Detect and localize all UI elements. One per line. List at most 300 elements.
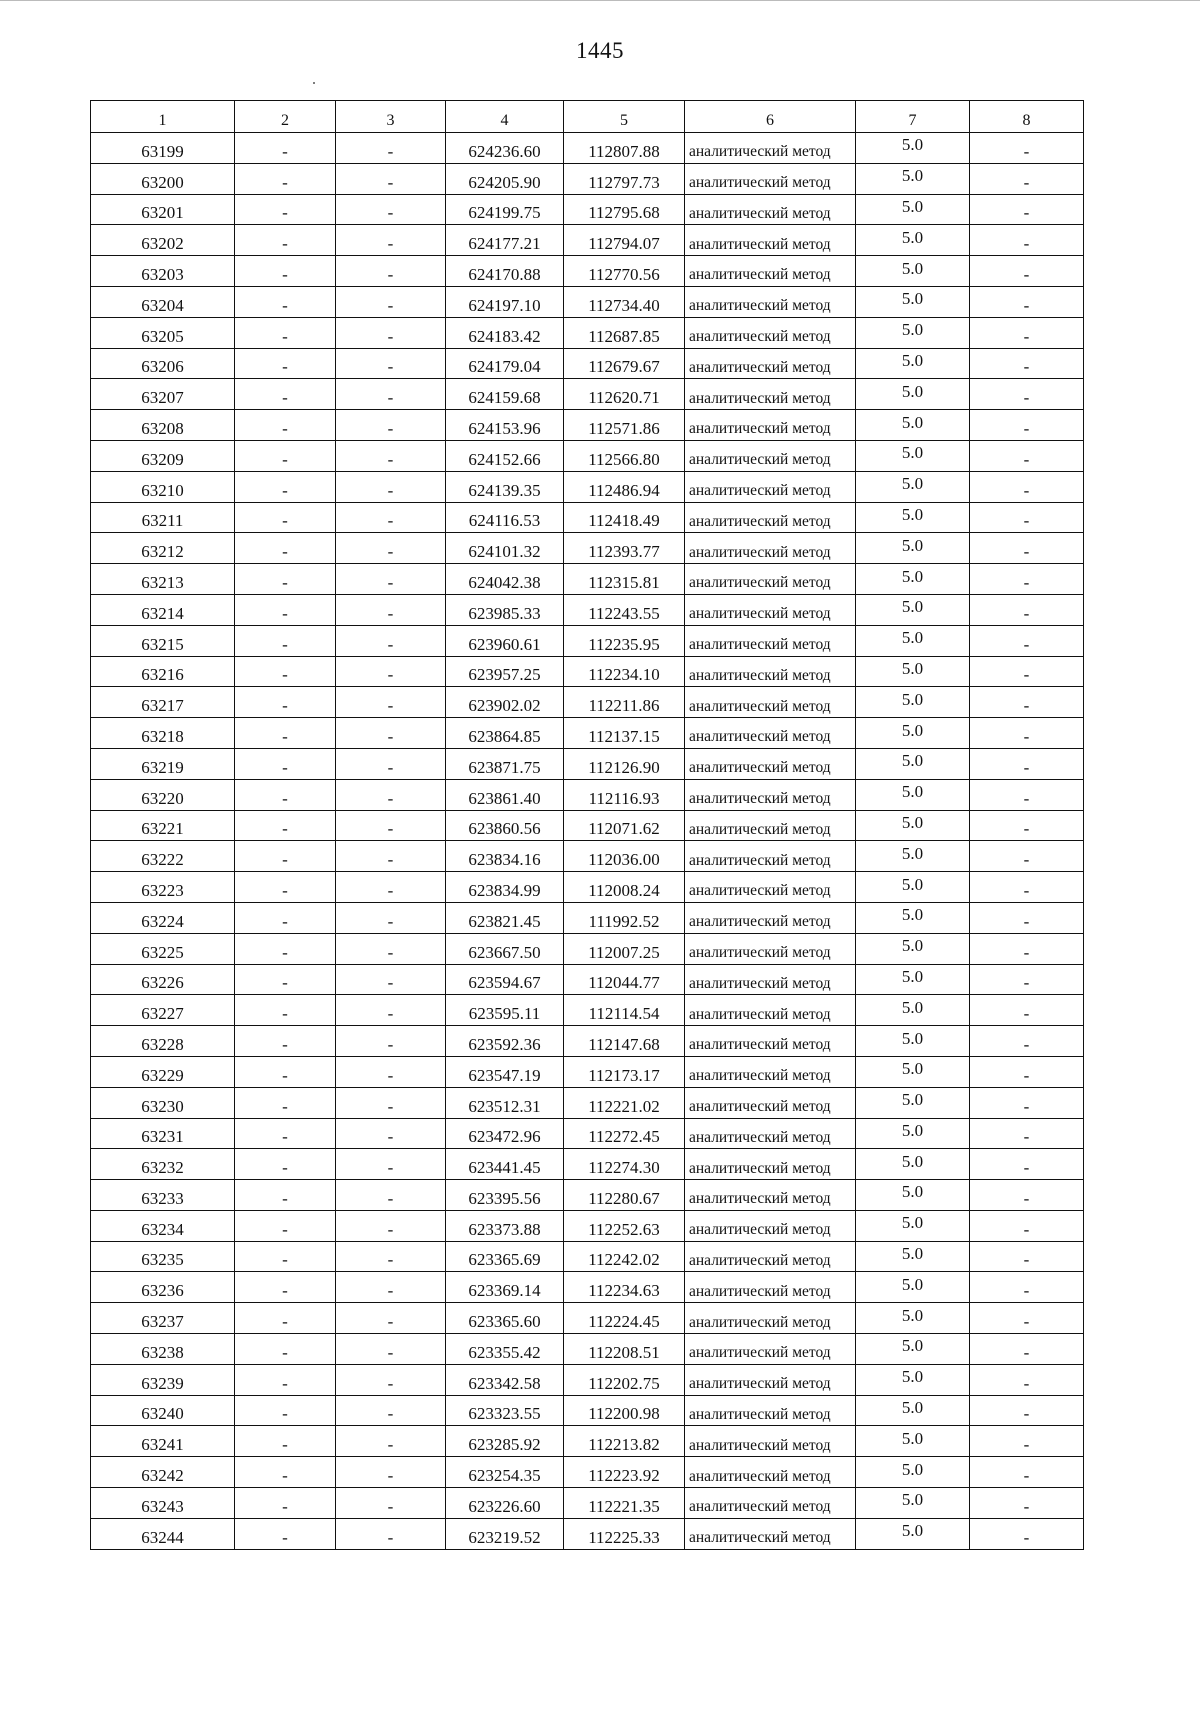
cell-method: аналитический метод	[685, 564, 856, 595]
cell-method: аналитический метод	[685, 841, 856, 872]
cell-coord-x: 624179.04	[446, 348, 564, 379]
coordinates-table	[90, 100, 1084, 1550]
table-row	[91, 317, 1084, 348]
cell-col-8: -	[970, 1210, 1084, 1241]
cell-point-number: 63223	[91, 872, 235, 903]
cell-col-8: -	[970, 533, 1084, 564]
cell-method: аналитический метод	[685, 718, 856, 749]
cell-col-8: -	[970, 1334, 1084, 1365]
cell-col-3: -	[336, 1518, 446, 1549]
cell-coord-x: 623834.99	[446, 872, 564, 903]
cell-col-3: -	[336, 286, 446, 317]
table-row	[91, 1210, 1084, 1241]
cell-col-2: -	[235, 379, 336, 410]
cell-accuracy: 5.0	[856, 1241, 970, 1272]
cell-method: аналитический метод	[685, 1056, 856, 1087]
cell-coord-x: 623960.61	[446, 625, 564, 656]
cell-accuracy: 5.0	[856, 410, 970, 441]
cell-col-3: -	[336, 1395, 446, 1426]
cell-col-8: -	[970, 810, 1084, 841]
cell-col-2: -	[235, 594, 336, 625]
cell-coord-y: 112571.86	[564, 410, 685, 441]
cell-coord-y: 112280.67	[564, 1180, 685, 1211]
cell-col-8: -	[970, 564, 1084, 595]
cell-col-3: -	[336, 995, 446, 1026]
cell-method: аналитический метод	[685, 1241, 856, 1272]
cell-accuracy: 5.0	[856, 194, 970, 225]
cell-coord-y: 112114.54	[564, 995, 685, 1026]
cell-accuracy: 5.0	[856, 1118, 970, 1149]
cell-coord-y: 112794.07	[564, 225, 685, 256]
cell-point-number: 63204	[91, 286, 235, 317]
cell-col-8: -	[970, 841, 1084, 872]
cell-accuracy: 5.0	[856, 286, 970, 317]
cell-col-3: -	[336, 964, 446, 995]
cell-col-2: -	[235, 348, 336, 379]
cell-coord-y: 112126.90	[564, 748, 685, 779]
cell-col-8: -	[970, 1056, 1084, 1087]
cell-col-8: -	[970, 1488, 1084, 1519]
cell-coord-x: 623342.58	[446, 1364, 564, 1395]
cell-point-number: 63241	[91, 1426, 235, 1457]
cell-accuracy: 5.0	[856, 718, 970, 749]
cell-point-number: 63222	[91, 841, 235, 872]
cell-col-8: -	[970, 1149, 1084, 1180]
cell-col-3: -	[336, 748, 446, 779]
cell-accuracy: 5.0	[856, 933, 970, 964]
cell-coord-x: 623821.45	[446, 902, 564, 933]
cell-col-3: -	[336, 133, 446, 164]
cell-coord-x: 623860.56	[446, 810, 564, 841]
cell-coord-y: 112200.98	[564, 1395, 685, 1426]
header-col-8: 8	[970, 101, 1084, 133]
cell-col-2: -	[235, 1056, 336, 1087]
cell-col-2: -	[235, 1026, 336, 1057]
cell-coord-x: 624042.38	[446, 564, 564, 595]
cell-point-number: 63200	[91, 163, 235, 194]
cell-point-number: 63208	[91, 410, 235, 441]
table-row	[91, 779, 1084, 810]
cell-col-8: -	[970, 1364, 1084, 1395]
cell-coord-y: 112418.49	[564, 502, 685, 533]
table-row	[91, 379, 1084, 410]
cell-col-3: -	[336, 502, 446, 533]
cell-method: аналитический метод	[685, 1518, 856, 1549]
header-col-1: 1	[91, 101, 235, 133]
cell-col-2: -	[235, 810, 336, 841]
cell-point-number: 63235	[91, 1241, 235, 1272]
cell-method: аналитический метод	[685, 225, 856, 256]
cell-col-8: -	[970, 1457, 1084, 1488]
cell-coord-y: 112734.40	[564, 286, 685, 317]
cell-col-8: -	[970, 687, 1084, 718]
cell-method: аналитический метод	[685, 163, 856, 194]
cell-col-3: -	[336, 533, 446, 564]
cell-col-3: -	[336, 1180, 446, 1211]
cell-col-2: -	[235, 1303, 336, 1334]
table-row	[91, 502, 1084, 533]
cell-accuracy: 5.0	[856, 1180, 970, 1211]
cell-col-3: -	[336, 687, 446, 718]
cell-coord-x: 623365.60	[446, 1303, 564, 1334]
cell-accuracy: 5.0	[856, 1026, 970, 1057]
cell-col-3: -	[336, 1364, 446, 1395]
table-body	[91, 133, 1084, 1550]
cell-method: аналитический метод	[685, 533, 856, 564]
cell-col-3: -	[336, 1056, 446, 1087]
cell-coord-y: 112393.77	[564, 533, 685, 564]
cell-coord-y: 112137.15	[564, 718, 685, 749]
table-row	[91, 286, 1084, 317]
cell-accuracy: 5.0	[856, 902, 970, 933]
cell-col-3: -	[336, 594, 446, 625]
cell-method: аналитический метод	[685, 1364, 856, 1395]
cell-method: аналитический метод	[685, 995, 856, 1026]
cell-method: аналитический метод	[685, 317, 856, 348]
cell-col-2: -	[235, 1210, 336, 1241]
header-col-4: 4	[446, 101, 564, 133]
cell-point-number: 63234	[91, 1210, 235, 1241]
cell-col-2: -	[235, 256, 336, 287]
cell-coord-y: 112234.63	[564, 1272, 685, 1303]
cell-coord-x: 623594.67	[446, 964, 564, 995]
cell-point-number: 63220	[91, 779, 235, 810]
cell-point-number: 63218	[91, 718, 235, 749]
cell-method: аналитический метод	[685, 194, 856, 225]
cell-col-2: -	[235, 1334, 336, 1365]
cell-col-2: -	[235, 1118, 336, 1149]
cell-col-2: -	[235, 1488, 336, 1519]
header-col-2: 2	[235, 101, 336, 133]
cell-col-8: -	[970, 718, 1084, 749]
cell-point-number: 63227	[91, 995, 235, 1026]
cell-col-3: -	[336, 1118, 446, 1149]
cell-col-2: -	[235, 317, 336, 348]
table-row	[91, 964, 1084, 995]
table-row	[91, 564, 1084, 595]
cell-col-3: -	[336, 225, 446, 256]
cell-method: аналитический метод	[685, 1457, 856, 1488]
table-row	[91, 1272, 1084, 1303]
cell-coord-y: 112620.71	[564, 379, 685, 410]
cell-accuracy: 5.0	[856, 872, 970, 903]
cell-col-8: -	[970, 410, 1084, 441]
cell-coord-x: 623834.16	[446, 841, 564, 872]
cell-col-2: -	[235, 286, 336, 317]
table-row	[91, 1395, 1084, 1426]
cell-col-8: -	[970, 594, 1084, 625]
table-row	[91, 410, 1084, 441]
cell-col-2: -	[235, 410, 336, 441]
cell-coord-y: 112044.77	[564, 964, 685, 995]
cell-point-number: 63210	[91, 471, 235, 502]
cell-coord-x: 623595.11	[446, 995, 564, 1026]
cell-method: аналитический метод	[685, 133, 856, 164]
cell-method: аналитический метод	[685, 964, 856, 995]
scan-speck	[313, 82, 315, 84]
cell-coord-x: 623285.92	[446, 1426, 564, 1457]
cell-point-number: 63206	[91, 348, 235, 379]
table-row	[91, 1026, 1084, 1057]
cell-method: аналитический метод	[685, 1488, 856, 1519]
cell-accuracy: 5.0	[856, 1426, 970, 1457]
cell-col-8: -	[970, 995, 1084, 1026]
cell-accuracy: 5.0	[856, 317, 970, 348]
cell-coord-y: 112807.88	[564, 133, 685, 164]
cell-coord-y: 112242.02	[564, 1241, 685, 1272]
cell-col-2: -	[235, 1364, 336, 1395]
table-row	[91, 872, 1084, 903]
cell-accuracy: 5.0	[856, 1518, 970, 1549]
cell-point-number: 63240	[91, 1395, 235, 1426]
table-row	[91, 995, 1084, 1026]
table-row	[91, 194, 1084, 225]
table-header	[91, 101, 1084, 133]
cell-coord-x: 623864.85	[446, 718, 564, 749]
cell-point-number: 63219	[91, 748, 235, 779]
cell-col-8: -	[970, 964, 1084, 995]
cell-col-2: -	[235, 1457, 336, 1488]
cell-col-3: -	[336, 625, 446, 656]
cell-point-number: 63211	[91, 502, 235, 533]
cell-method: аналитический метод	[685, 1272, 856, 1303]
cell-col-2: -	[235, 471, 336, 502]
table-row	[91, 1426, 1084, 1457]
cell-coord-y: 112272.45	[564, 1118, 685, 1149]
cell-coord-y: 112036.00	[564, 841, 685, 872]
cell-method: аналитический метод	[685, 471, 856, 502]
cell-accuracy: 5.0	[856, 1334, 970, 1365]
cell-coord-x: 623667.50	[446, 933, 564, 964]
cell-col-3: -	[336, 379, 446, 410]
cell-method: аналитический метод	[685, 502, 856, 533]
cell-col-3: -	[336, 256, 446, 287]
cell-coord-x: 624153.96	[446, 410, 564, 441]
cell-point-number: 63216	[91, 656, 235, 687]
cell-accuracy: 5.0	[856, 687, 970, 718]
cell-col-3: -	[336, 1026, 446, 1057]
cell-method: аналитический метод	[685, 656, 856, 687]
cell-coord-y: 112795.68	[564, 194, 685, 225]
cell-col-8: -	[970, 1180, 1084, 1211]
cell-accuracy: 5.0	[856, 1488, 970, 1519]
cell-accuracy: 5.0	[856, 348, 970, 379]
cell-coord-y: 112486.94	[564, 471, 685, 502]
cell-point-number: 63239	[91, 1364, 235, 1395]
cell-coord-y: 111992.52	[564, 902, 685, 933]
cell-col-3: -	[336, 194, 446, 225]
cell-coord-x: 623902.02	[446, 687, 564, 718]
cell-coord-x: 623957.25	[446, 656, 564, 687]
cell-point-number: 63233	[91, 1180, 235, 1211]
cell-col-8: -	[970, 440, 1084, 471]
table-row	[91, 163, 1084, 194]
cell-col-3: -	[336, 1457, 446, 1488]
cell-coord-x: 623395.56	[446, 1180, 564, 1211]
cell-col-2: -	[235, 933, 336, 964]
cell-col-8: -	[970, 1518, 1084, 1549]
cell-col-8: -	[970, 625, 1084, 656]
table-row	[91, 1457, 1084, 1488]
cell-col-2: -	[235, 718, 336, 749]
cell-point-number: 63230	[91, 1087, 235, 1118]
cell-point-number: 63199	[91, 133, 235, 164]
cell-coord-y: 112147.68	[564, 1026, 685, 1057]
table-row	[91, 810, 1084, 841]
cell-col-8: -	[970, 872, 1084, 903]
cell-point-number: 63224	[91, 902, 235, 933]
cell-accuracy: 5.0	[856, 779, 970, 810]
cell-method: аналитический метод	[685, 348, 856, 379]
cell-col-2: -	[235, 502, 336, 533]
cell-col-2: -	[235, 1149, 336, 1180]
cell-accuracy: 5.0	[856, 163, 970, 194]
cell-coord-x: 623355.42	[446, 1334, 564, 1365]
cell-col-2: -	[235, 225, 336, 256]
cell-accuracy: 5.0	[856, 1272, 970, 1303]
cell-method: аналитический метод	[685, 872, 856, 903]
cell-point-number: 63214	[91, 594, 235, 625]
cell-method: аналитический метод	[685, 410, 856, 441]
cell-col-8: -	[970, 748, 1084, 779]
cell-coord-x: 623547.19	[446, 1056, 564, 1087]
cell-method: аналитический метод	[685, 933, 856, 964]
cell-col-3: -	[336, 656, 446, 687]
cell-method: аналитический метод	[685, 379, 856, 410]
cell-col-3: -	[336, 810, 446, 841]
cell-col-3: -	[336, 1210, 446, 1241]
table-row	[91, 718, 1084, 749]
cell-accuracy: 5.0	[856, 1210, 970, 1241]
cell-coord-y: 112797.73	[564, 163, 685, 194]
cell-accuracy: 5.0	[856, 1149, 970, 1180]
cell-accuracy: 5.0	[856, 1303, 970, 1334]
cell-method: аналитический метод	[685, 594, 856, 625]
cell-coord-x: 624170.88	[446, 256, 564, 287]
cell-col-2: -	[235, 687, 336, 718]
cell-coord-x: 623512.31	[446, 1087, 564, 1118]
cell-coord-x: 623592.36	[446, 1026, 564, 1057]
cell-coord-y: 112566.80	[564, 440, 685, 471]
cell-method: аналитический метод	[685, 286, 856, 317]
cell-method: аналитический метод	[685, 748, 856, 779]
cell-col-8: -	[970, 256, 1084, 287]
table-row	[91, 748, 1084, 779]
cell-col-2: -	[235, 533, 336, 564]
table-row	[91, 1241, 1084, 1272]
cell-method: аналитический метод	[685, 1149, 856, 1180]
cell-point-number: 63243	[91, 1488, 235, 1519]
cell-point-number: 63236	[91, 1272, 235, 1303]
cell-col-3: -	[336, 841, 446, 872]
cell-point-number: 63238	[91, 1334, 235, 1365]
scan-top-edge	[0, 0, 1200, 1]
cell-coord-x: 623441.45	[446, 1149, 564, 1180]
cell-col-3: -	[336, 872, 446, 903]
cell-accuracy: 5.0	[856, 533, 970, 564]
cell-point-number: 63244	[91, 1518, 235, 1549]
cell-method: аналитический метод	[685, 1334, 856, 1365]
header-col-6: 6	[685, 101, 856, 133]
cell-accuracy: 5.0	[856, 594, 970, 625]
cell-method: аналитический метод	[685, 1395, 856, 1426]
cell-method: аналитический метод	[685, 779, 856, 810]
cell-coord-y: 112770.56	[564, 256, 685, 287]
table-row	[91, 533, 1084, 564]
cell-coord-x: 623365.69	[446, 1241, 564, 1272]
cell-coord-x: 623373.88	[446, 1210, 564, 1241]
cell-coord-x: 624159.68	[446, 379, 564, 410]
cell-point-number: 63205	[91, 317, 235, 348]
cell-coord-x: 624139.35	[446, 471, 564, 502]
table-row	[91, 687, 1084, 718]
cell-accuracy: 5.0	[856, 1056, 970, 1087]
cell-coord-y: 112252.63	[564, 1210, 685, 1241]
cell-col-3: -	[336, 1303, 446, 1334]
table-row	[91, 1364, 1084, 1395]
cell-col-8: -	[970, 1026, 1084, 1057]
table-row	[91, 348, 1084, 379]
cell-method: аналитический метод	[685, 1303, 856, 1334]
table-row	[91, 471, 1084, 502]
cell-point-number: 63221	[91, 810, 235, 841]
cell-accuracy: 5.0	[856, 995, 970, 1026]
cell-coord-x: 623254.35	[446, 1457, 564, 1488]
cell-method: аналитический метод	[685, 1087, 856, 1118]
cell-point-number: 63203	[91, 256, 235, 287]
cell-accuracy: 5.0	[856, 440, 970, 471]
cell-coord-y: 112007.25	[564, 933, 685, 964]
cell-method: аналитический метод	[685, 1026, 856, 1057]
header-col-7: 7	[856, 101, 970, 133]
cell-col-3: -	[336, 440, 446, 471]
cell-method: аналитический метод	[685, 256, 856, 287]
cell-col-3: -	[336, 1334, 446, 1365]
cell-point-number: 63228	[91, 1026, 235, 1057]
cell-accuracy: 5.0	[856, 1457, 970, 1488]
cell-col-8: -	[970, 1395, 1084, 1426]
cell-coord-y: 112234.10	[564, 656, 685, 687]
cell-point-number: 63212	[91, 533, 235, 564]
cell-coord-x: 624116.53	[446, 502, 564, 533]
cell-col-3: -	[336, 317, 446, 348]
cell-accuracy: 5.0	[856, 810, 970, 841]
cell-col-8: -	[970, 1272, 1084, 1303]
cell-accuracy: 5.0	[856, 471, 970, 502]
table-row	[91, 1518, 1084, 1549]
cell-col-3: -	[336, 348, 446, 379]
cell-coord-x: 624152.66	[446, 440, 564, 471]
cell-method: аналитический метод	[685, 625, 856, 656]
header-col-3: 3	[336, 101, 446, 133]
cell-coord-y: 112223.92	[564, 1457, 685, 1488]
table-row	[91, 133, 1084, 164]
cell-col-3: -	[336, 718, 446, 749]
cell-col-2: -	[235, 841, 336, 872]
cell-point-number: 63209	[91, 440, 235, 471]
table-row	[91, 1180, 1084, 1211]
table-row	[91, 1334, 1084, 1365]
cell-coord-x: 623985.33	[446, 594, 564, 625]
cell-accuracy: 5.0	[856, 1364, 970, 1395]
cell-col-2: -	[235, 656, 336, 687]
cell-col-2: -	[235, 748, 336, 779]
cell-accuracy: 5.0	[856, 841, 970, 872]
cell-coord-y: 112208.51	[564, 1334, 685, 1365]
cell-col-3: -	[336, 564, 446, 595]
cell-col-3: -	[336, 471, 446, 502]
cell-col-3: -	[336, 163, 446, 194]
